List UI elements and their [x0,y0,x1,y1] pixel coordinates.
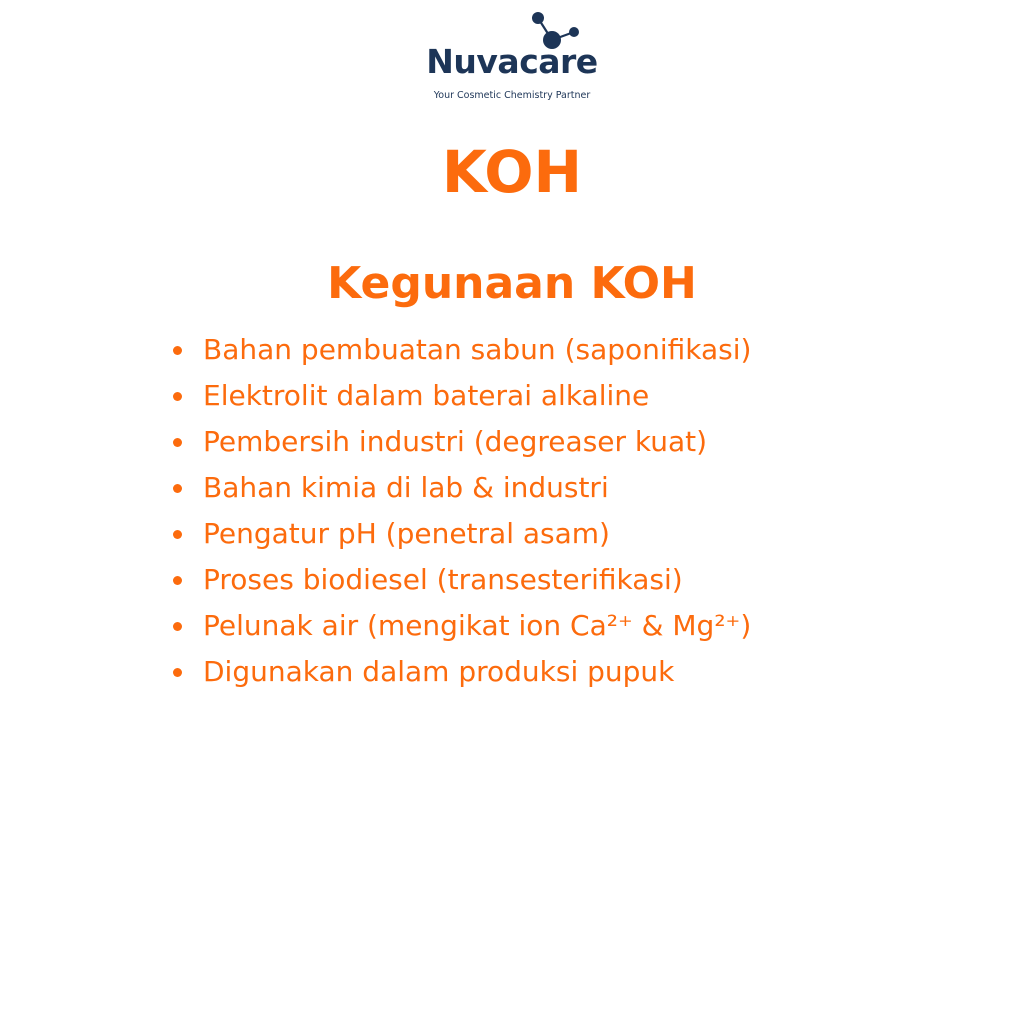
bullet-icon [173,346,182,355]
list-item-text: Digunakan dalam produksi pupuk [203,655,675,688]
bullet-icon [173,668,182,677]
list-item [170,603,990,649]
section-heading: Kegunaan KOH [327,258,697,309]
list-item-text: Pelunak air (mengikat ion Ca²⁺ & Mg²⁺) [203,609,752,642]
list-item-text: Pengatur pH (penetral asam) [203,517,610,550]
list-item [170,511,990,557]
brand-tagline: Your Cosmetic Chemistry Partner [433,90,591,101]
list-item [170,327,990,373]
bullet-icon [173,438,182,447]
list-item [170,649,990,695]
list-item-text: Elektrolit dalam baterai alkaline [203,379,650,412]
bullet-icon [173,576,182,585]
bullet-icon [173,622,182,631]
brand-logo [0,0,1024,110]
list-item-text: Pembersih industri (degreaser kuat) [203,425,708,458]
list-item [170,465,990,511]
list-item [170,419,990,465]
bullet-icon [173,484,182,493]
list-item-text: Proses biodiesel (transesterifikasi) [203,563,683,596]
brand-name: Nuvacare [426,42,598,81]
list-item-text: Bahan kimia di lab & industri [203,471,609,504]
bullet-icon [173,392,182,401]
list-item [170,373,990,419]
list-item [170,557,990,603]
uses-list [170,327,990,695]
list-item-text: Bahan pembuatan sabun (saponifikasi) [203,333,752,366]
bullet-icon [173,530,182,539]
page-title: KOH [441,138,583,206]
